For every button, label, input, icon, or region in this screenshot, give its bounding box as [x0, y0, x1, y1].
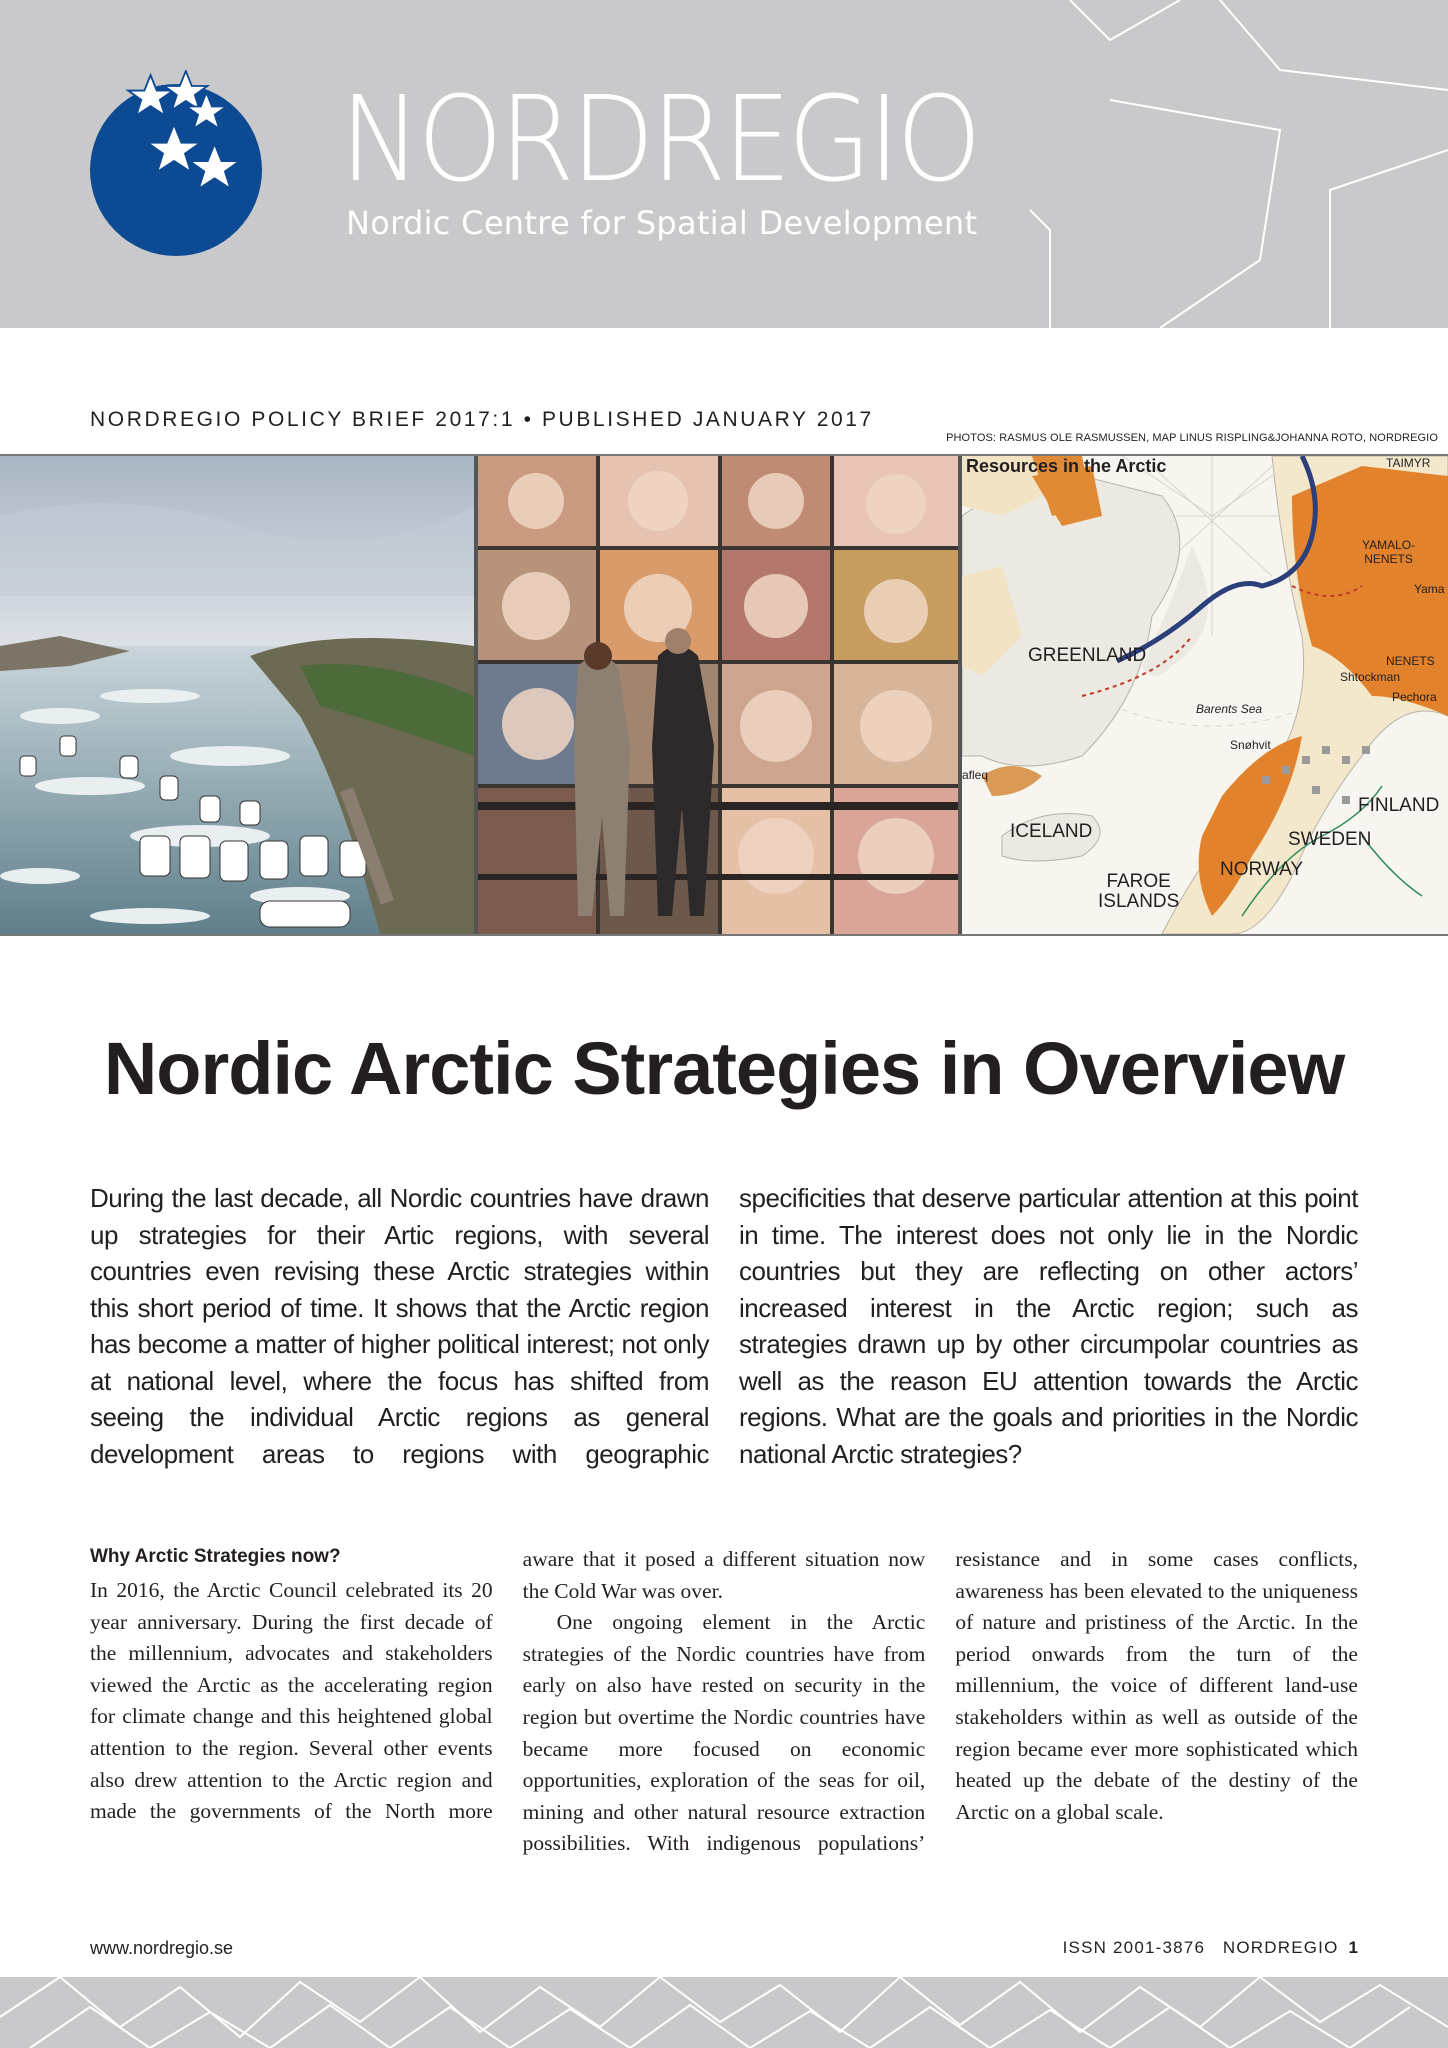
arctic-resources-map	[962, 456, 1448, 934]
portrait-wall-photo	[478, 456, 958, 934]
nordregio-logo	[88, 70, 268, 256]
intro-paragraph: During the last decade, all Nordic countries have drawn up strategies for their Artic regions, with several countries even revising these Arctic strategies within this short period of time. It shows that the Arctic region has become a matter of higher political interest; not only at national level, where the focus has shifted from seeing the individual Arctic regions as general development areas to regions with geographic specificities that deserve particular attention at this point in time. The interest does not only lie in the Nordic countries but they are reflecting on other actors’ increased interest in the Arctic region; such as strategies drawn up by other circumpolar countries as well as the reason EU attention towards the Arctic regions. What are the goals and priorities in the Nordic national Arctic strategies?	[90, 1183, 1358, 1469]
footer-band	[0, 1977, 1448, 2048]
star-outline-decoration	[1030, 0, 1448, 328]
photo-credits: PHOTOS: RASMUS OLE RASMUSSEN, MAP LINUS RISPLING&JOHANNA ROTO, NORDREGIO	[946, 432, 1438, 444]
series-line: NORDREGIO POLICY BRIEF 2017:1 • PUBLISHED JANUARY 2017	[90, 408, 874, 431]
footer-issn	[1063, 1938, 1358, 1958]
page-title: Nordic Arctic Strategies in Overview	[103, 1027, 1345, 1110]
footer-star-pattern	[0, 1977, 1448, 2048]
brand-name: NORDREGIO	[340, 70, 979, 208]
map-label-sweden: SWEDEN	[1288, 829, 1372, 850]
map-label-shtockman: Shtockman	[1340, 670, 1401, 684]
map-label-taimyr: TAIMYR	[1386, 456, 1431, 470]
map-label-snohvit: Snøhvit	[1230, 738, 1271, 752]
map-label-iceland: ICELAND	[1010, 821, 1093, 842]
map-label-pechora: Pechora	[1392, 690, 1437, 704]
map-label-afleq: afleq	[962, 768, 989, 782]
page-number: 1	[1348, 1938, 1358, 1957]
header-band	[0, 0, 1448, 328]
map-label-faroe: FAROE ISLANDS	[1098, 871, 1180, 912]
footer-issn-text: ISSN 2001-3876 NORDREGIO	[1062, 1938, 1339, 1957]
map-title: Resources in the Arctic	[966, 456, 1167, 476]
section-heading: Why Arctic Strategies now?	[90, 1546, 341, 1567]
body-paragraph-2: One ongoing element in the Arctic strategies of the Nordic countries have from early on also have rested on security in the region but overtime the Nordic countries have became more focused on economic opportunities, exploration of the seas for oil, mining and other natural resource extraction possibilities. With indigenous populations’ resistance and in some cases conflicts, awareness has been elevated to the uniqueness of nature and pristiness of the Arctic. In the period onwards from the turn of the millennium, the voice of different land-use stakeholders within as well as outside of the region became ever more sophisticated which heated up the debate of the destiny of the Arctic on a global scale.	[522, 1547, 1358, 1856]
map-label-barents: Barents Sea	[1196, 702, 1263, 716]
brand-tagline: Nordic Centre for Spatial Development	[346, 204, 978, 242]
map-label-norway: NORWAY	[1220, 859, 1304, 880]
map-label-nenets: NENETS	[1386, 654, 1435, 668]
footer-url[interactable]: www.nordregio.se	[90, 1938, 234, 1958]
map-label-yamalo: YAMALO- NENETS	[1362, 538, 1416, 566]
map-label-yama: Yama	[1414, 582, 1445, 596]
map-label-finland: FINLAND	[1358, 795, 1440, 816]
body-paragraph-1: In 2016, the Arctic Council celebrated its 20 year anniversary. During the first decade of the millennium, advocates and stakeholders viewed the Arctic as the accelerating region for climate change and this heightened global attention to the region. Several other events also drew attention to the Arctic region and made the governments of the North more aware that it posed a different situation now the Cold War was over.	[90, 1547, 926, 1824]
harbour-photo	[0, 456, 474, 934]
photo-strip	[0, 454, 1448, 936]
body-columns	[90, 1544, 1358, 1864]
map-label-greenland: GREENLAND	[1028, 645, 1147, 666]
